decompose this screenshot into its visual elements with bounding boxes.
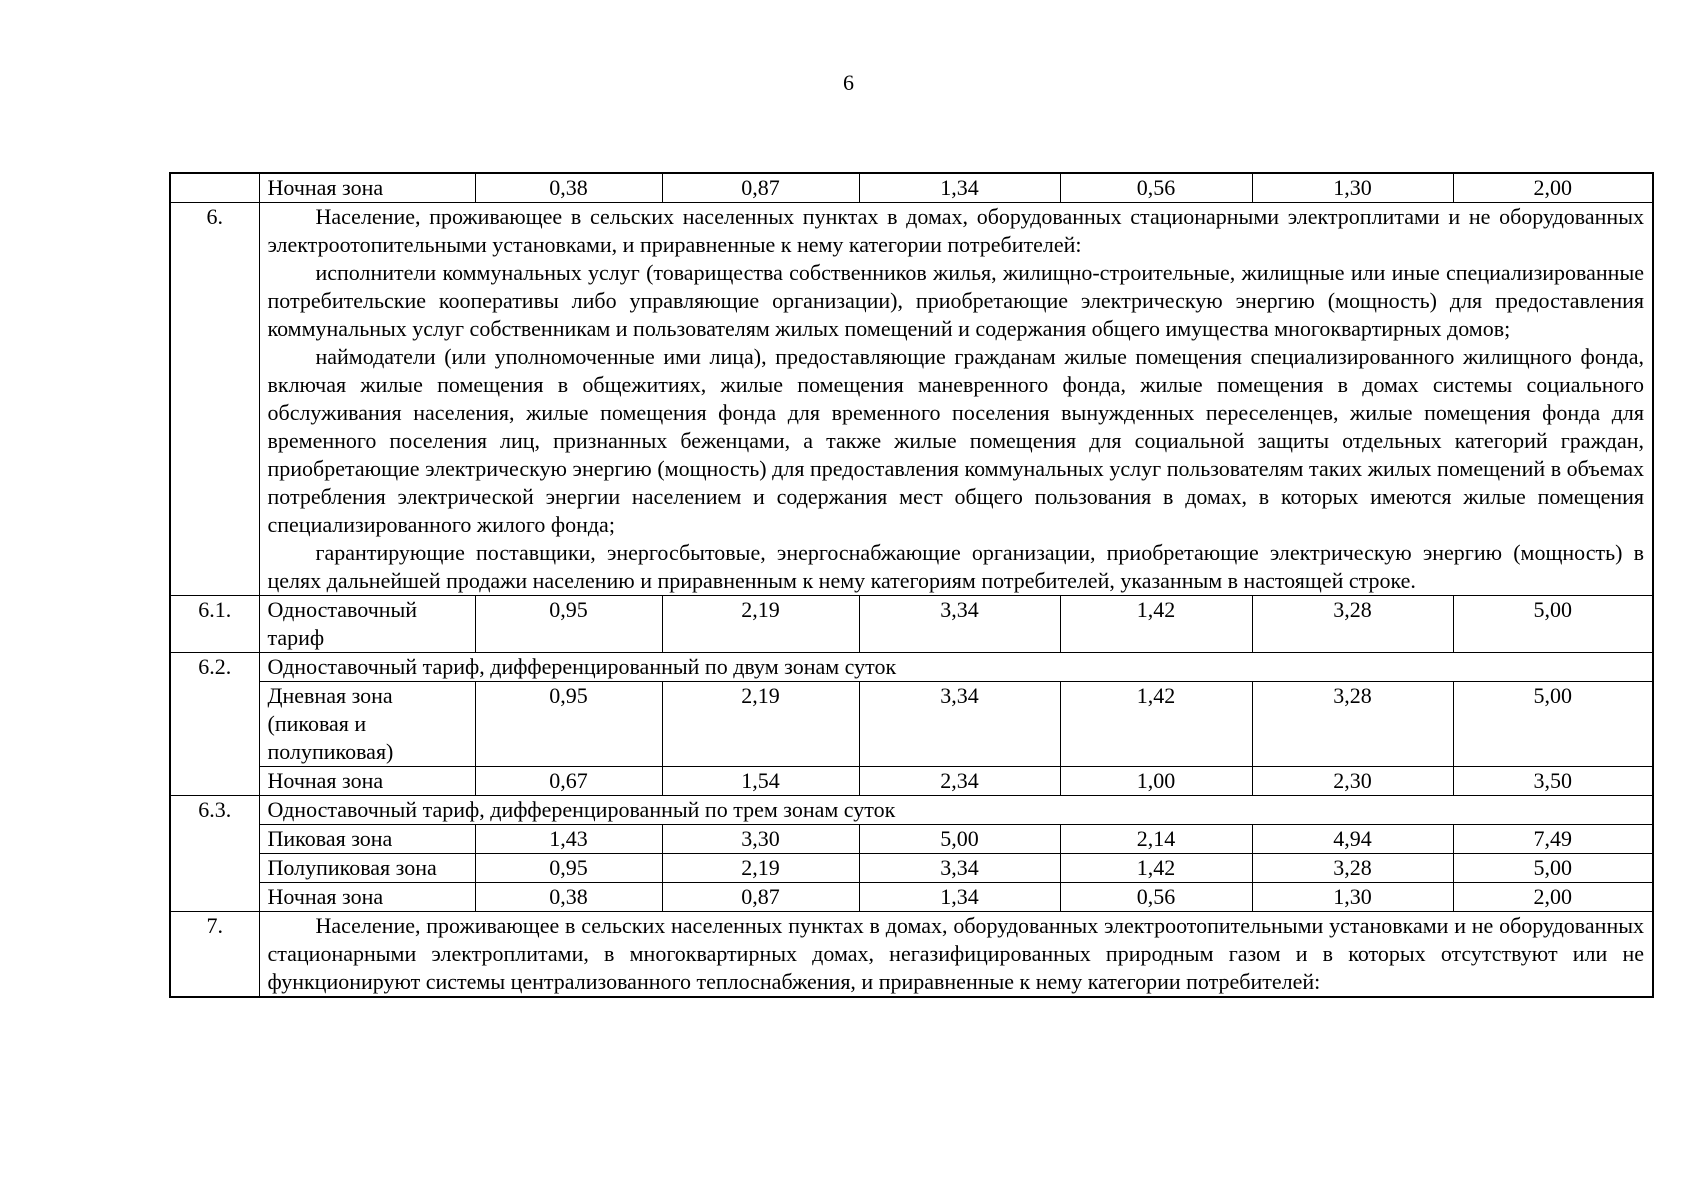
- value-cell: 0,95: [475, 596, 662, 653]
- value-cell: 0,38: [475, 173, 662, 203]
- table-row: [170, 912, 1653, 998]
- description-paragraph: наймодатели (или уполномоченные ими лица), предоставляющие гражданам жилые помещения специализированного жилищного фонда, включая жилые помещения в общежитиях, жилые помещения маневренного фонда, жилые помещения в домах системы социального обслуживания населения, жилые помещения фонда для временного поселения вынужденных переселенцев, жилые помещения фонда для временного поселения лиц, признанных беженцами, а также жилые помещения для социальной защиты отдельных категорий граждан, приобретающие электрическую энергию (мощность) для предоставления коммунальных услуг пользователям таких жилых помещений в объемах потребления электрической энергии населением и содержания мест общего пользования в домах, в которых имеются жилые помещения специализированного жилого фонда;: [267, 344, 1644, 537]
- value-cell: 3,28: [1252, 854, 1453, 883]
- value-cell: 1,42: [1060, 854, 1252, 883]
- value-cell: 1,54: [662, 767, 859, 796]
- row-number-cell: 6.2.: [170, 653, 259, 796]
- row-number-cell: 6.3.: [170, 796, 259, 912]
- category-description: [259, 203, 1653, 596]
- zone-label: Пиковая зона: [259, 825, 475, 854]
- table-row: [170, 796, 1653, 825]
- value-cell: 0,95: [475, 854, 662, 883]
- value-cell: 2,19: [662, 854, 859, 883]
- table-row: [170, 173, 1653, 203]
- table-row: [170, 854, 1653, 883]
- value-cell: 1,00: [1060, 767, 1252, 796]
- value-cell: 3,34: [859, 596, 1060, 653]
- value-cell: 7,49: [1453, 825, 1653, 854]
- zone-label: Ночная зона: [259, 767, 475, 796]
- value-cell: 2,19: [662, 596, 859, 653]
- value-cell: 0,56: [1060, 883, 1252, 912]
- value-cell: 1,34: [859, 173, 1060, 203]
- value-cell: 3,28: [1252, 682, 1453, 767]
- value-cell: 1,30: [1252, 173, 1453, 203]
- value-cell: 2,30: [1252, 767, 1453, 796]
- value-cell: 3,30: [662, 825, 859, 854]
- value-cell: 3,34: [859, 854, 1060, 883]
- value-cell: 0,67: [475, 767, 662, 796]
- value-cell: 3,28: [1252, 596, 1453, 653]
- row-number-cell: 6.1.: [170, 596, 259, 653]
- page-number: 6: [843, 70, 854, 95]
- value-cell: 5,00: [1453, 854, 1653, 883]
- value-cell: 0,87: [662, 883, 859, 912]
- value-cell: 0,56: [1060, 173, 1252, 203]
- table-row: [170, 653, 1653, 682]
- tariff-title: Одноставочный тариф, дифференцированный по двум зонам суток: [259, 653, 1653, 682]
- value-cell: 2,19: [662, 682, 859, 767]
- value-cell: 0,87: [662, 173, 859, 203]
- row-number-cell: 6.: [170, 203, 259, 596]
- description-paragraph: гарантирующие поставщики, энергосбытовые, энергоснабжающие организации, приобретающие электрическую энергию (мощность) в целях дальнейшей продажи населению и приравненным к нему категориям потребителей, указанным в настоящей строке.: [267, 540, 1644, 593]
- value-cell: 1,30: [1252, 883, 1453, 912]
- value-cell: 2,34: [859, 767, 1060, 796]
- table-row: [170, 682, 1653, 767]
- row-number-cell: [170, 173, 259, 203]
- value-cell: 1,42: [1060, 596, 1252, 653]
- value-cell: 2,14: [1060, 825, 1252, 854]
- value-cell: 1,42: [1060, 682, 1252, 767]
- value-cell: 5,00: [1453, 596, 1653, 653]
- zone-label: Ночная зона: [259, 173, 475, 203]
- zone-label: Дневная зона (пиковая и полупиковая): [259, 682, 475, 767]
- value-cell: 5,00: [1453, 682, 1653, 767]
- value-cell: 3,50: [1453, 767, 1653, 796]
- value-cell: 5,00: [859, 825, 1060, 854]
- category-description: [259, 912, 1653, 998]
- description-paragraph: Население, проживающее в сельских населенных пунктах в домах, оборудованных электроотопительными установками и не оборудованных стационарными электроплитами, в многоквартирных домах, негазифицированных природным газом и в которых отсутствуют или не функционируют системы централизованного теплоснабжения, и приравненные к нему категории потребителей:: [267, 913, 1644, 994]
- zone-label: Ночная зона: [259, 883, 475, 912]
- description-paragraph: Население, проживающее в сельских населенных пунктах в домах, оборудованных стационарными электроплитами и не оборудованных электроотопительными установками, и приравненные к нему категории потребителей:: [267, 204, 1644, 257]
- table-row: [170, 767, 1653, 796]
- value-cell: 2,00: [1453, 883, 1653, 912]
- tariff-table: [169, 172, 1654, 998]
- tariff-label: Одноставочный тариф: [259, 596, 475, 653]
- table-row: [170, 596, 1653, 653]
- value-cell: 2,00: [1453, 173, 1653, 203]
- table-row: [170, 883, 1653, 912]
- value-cell: 1,34: [859, 883, 1060, 912]
- value-cell: 0,38: [475, 883, 662, 912]
- row-number-cell: 7.: [170, 912, 259, 998]
- table-row: [170, 203, 1653, 596]
- value-cell: 1,43: [475, 825, 662, 854]
- zone-label: Полупиковая зона: [259, 854, 475, 883]
- value-cell: 3,34: [859, 682, 1060, 767]
- value-cell: 0,95: [475, 682, 662, 767]
- description-paragraph: исполнители коммунальных услуг (товарищества собственников жилья, жилищно-строительные, жилищные или иные специализированные потребительские кооперативы либо управляющие организации), приобретающие электрическую энергию (мощность) для предоставления коммунальных услуг собственникам и пользователям жилых помещений и содержания общего имущества многоквартирных домов;: [267, 260, 1644, 341]
- tariff-title: Одноставочный тариф, дифференцированный по трем зонам суток: [259, 796, 1653, 825]
- value-cell: 4,94: [1252, 825, 1453, 854]
- table-row: [170, 825, 1653, 854]
